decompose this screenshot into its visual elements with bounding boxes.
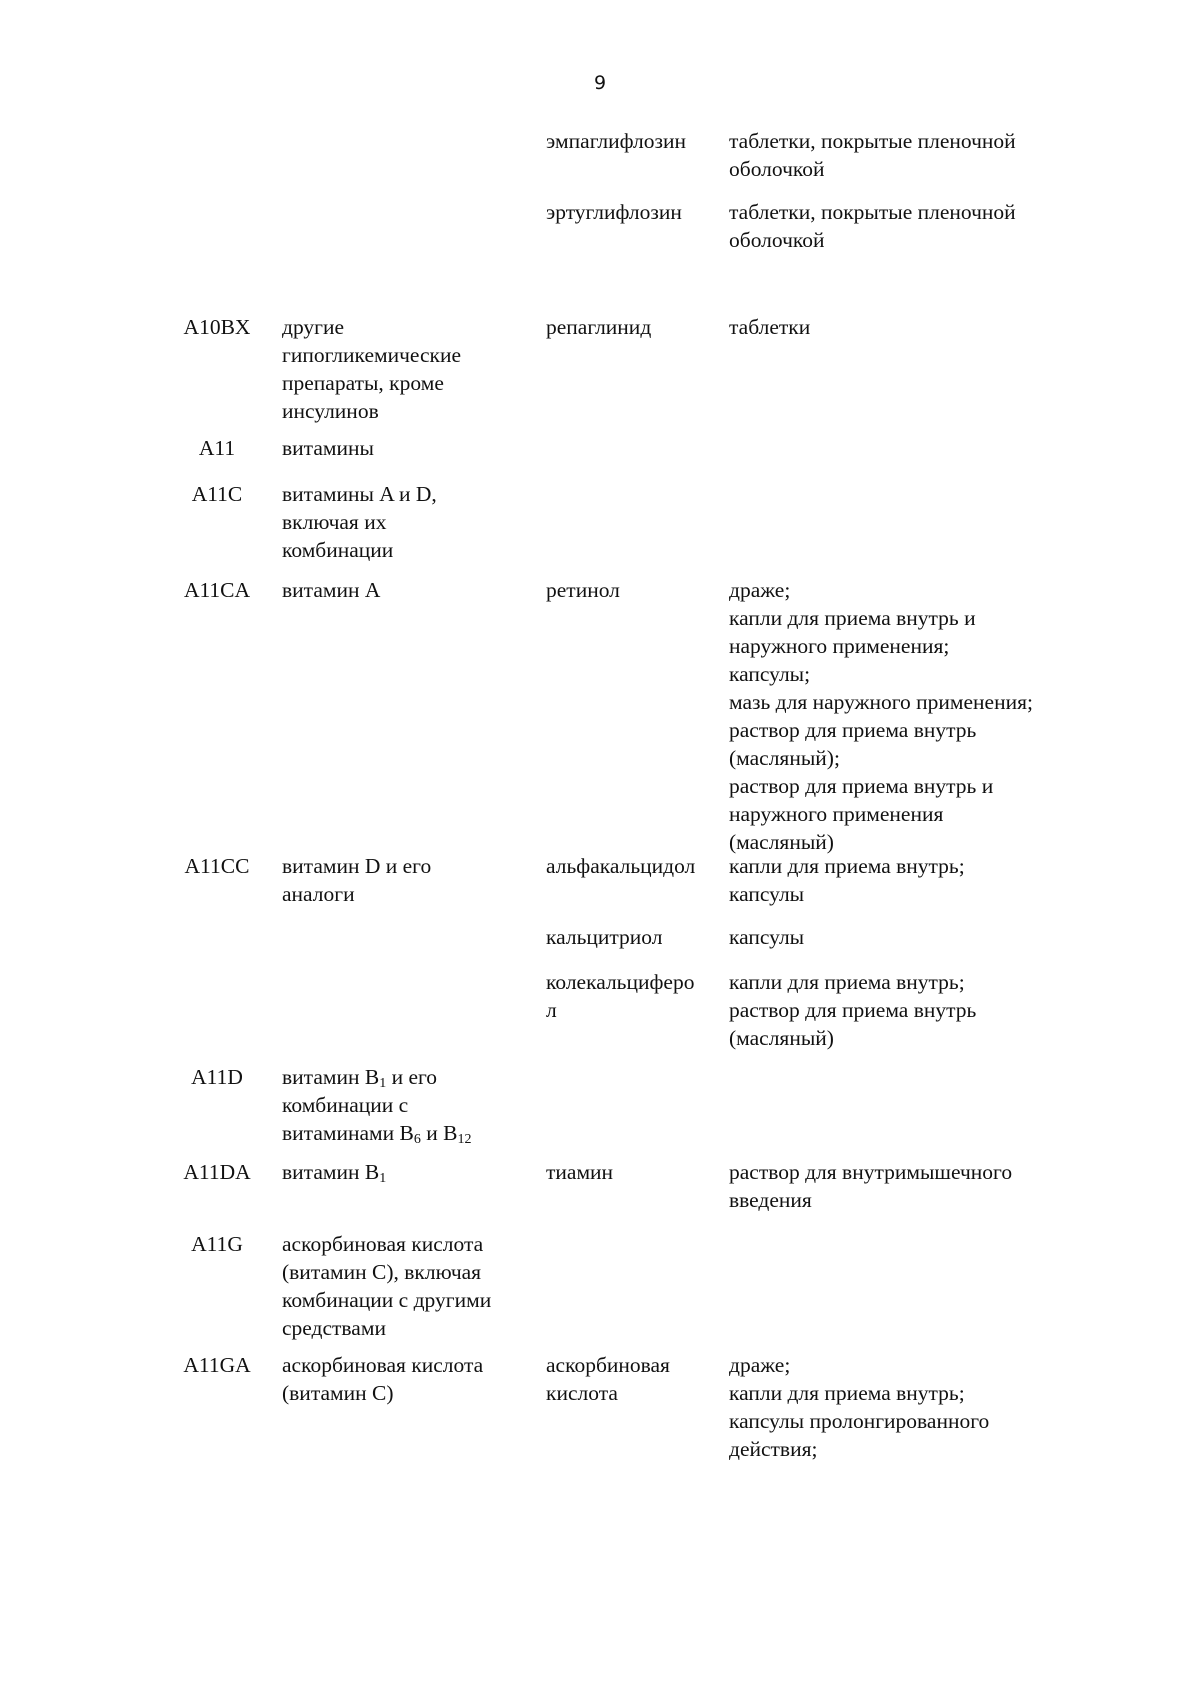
drug-name xyxy=(546,968,726,1024)
anatomical-therapeutic-group-line: комбинации с xyxy=(282,1093,409,1117)
anatomical-therapeutic-group-line: витамин D и его xyxy=(282,854,432,878)
dosage-forms-line: капсулы xyxy=(729,925,805,949)
dosage-forms-line: раствор для внутримышечного xyxy=(729,1160,1013,1184)
dosage-forms xyxy=(729,852,1089,908)
anatomical-therapeutic-group xyxy=(282,1351,522,1407)
dosage-forms-line: оболочкой xyxy=(729,228,825,252)
atc-code-text: A11GA xyxy=(183,1353,251,1377)
atc-code xyxy=(172,1063,262,1091)
atc-code-text: A11CA xyxy=(183,578,251,602)
dosage-forms-line: капсулы; xyxy=(729,662,811,686)
dosage-forms-line: действия; xyxy=(729,1437,818,1461)
anatomical-therapeutic-group-line: препараты, кроме xyxy=(282,371,444,395)
drug-name-line: аскорбиновая xyxy=(546,1353,670,1377)
drug-name-line: тиамин xyxy=(546,1160,614,1184)
anatomical-therapeutic-group-line: аскорбиновая кислота xyxy=(282,1232,484,1256)
subscript: 1 xyxy=(379,1171,387,1186)
dosage-forms-line: раствор для приема внутрь и xyxy=(729,774,994,798)
dosage-forms-line: драже; xyxy=(729,578,791,602)
drug-name-line: эртуглифлозин xyxy=(546,200,682,224)
dosage-forms-line: таблетки, покрытые пленочной xyxy=(729,200,1016,224)
anatomical-therapeutic-group-line: витамин $B_1$ xyxy=(282,1160,387,1186)
dosage-forms-line: драже; xyxy=(729,1353,791,1377)
drug-name-line: репаглинид xyxy=(546,315,652,339)
atc-code xyxy=(172,852,262,880)
drug-name xyxy=(546,1351,726,1407)
dosage-forms-line: мазь для наружного применения; xyxy=(729,690,1033,714)
dosage-forms xyxy=(729,576,1089,856)
anatomical-therapeutic-group-line: витамин $B_1$ и его xyxy=(282,1065,438,1091)
anatomical-therapeutic-group-line: витаминами $B_6$ и $B_{12}$ xyxy=(282,1121,472,1147)
drug-name xyxy=(546,127,726,155)
anatomical-therapeutic-group-line: другие xyxy=(282,315,345,339)
anatomical-therapeutic-group-line: аналоги xyxy=(282,882,355,906)
dosage-forms xyxy=(729,1351,1089,1463)
anatomical-therapeutic-group xyxy=(282,852,522,908)
atc-code xyxy=(172,1158,262,1186)
dosage-forms-line: наружного применения xyxy=(729,802,944,826)
drug-name-line: кислота xyxy=(546,1381,618,1405)
drug-name xyxy=(546,852,726,880)
atc-code-text: A11DA xyxy=(183,1160,251,1184)
atc-code-text: A11 xyxy=(198,436,236,460)
dosage-forms-line: капсулы пролонгированного xyxy=(729,1409,990,1433)
anatomical-therapeutic-group-line: витамины A и D, xyxy=(282,482,437,506)
anatomical-therapeutic-group-line: аскорбиновая кислота xyxy=(282,1353,484,1377)
dosage-forms-line: (масляный); xyxy=(729,746,840,770)
anatomical-therapeutic-group-line: комбинации с другими xyxy=(282,1288,492,1312)
dosage-forms xyxy=(729,127,1089,183)
dosage-forms-line: (масляный) xyxy=(729,830,834,854)
dosage-forms-line: раствор для приема внутрь xyxy=(729,998,977,1022)
drug-name-line: кальцитриол xyxy=(546,925,663,949)
dosage-forms-line: таблетки, покрытые пленочной xyxy=(729,129,1016,153)
drug-name-line: альфакальцидол xyxy=(546,854,696,878)
dosage-forms-line: наружного применения; xyxy=(729,634,950,658)
dosage-forms-line: оболочкой xyxy=(729,157,825,181)
dosage-forms xyxy=(729,968,1089,1052)
dosage-forms xyxy=(729,1158,1089,1214)
subscript: 12 xyxy=(457,1132,472,1147)
atc-code-text: A10BX xyxy=(183,315,251,339)
dosage-forms-line: капли для приема внутрь и xyxy=(729,606,976,630)
anatomical-therapeutic-group xyxy=(282,313,522,425)
atc-code-text: A11D xyxy=(191,1065,243,1089)
dosage-forms-line: капли для приема внутрь; xyxy=(729,854,965,878)
drug-name-line: эмпаглифлозин xyxy=(546,129,687,153)
anatomical-therapeutic-group xyxy=(282,434,522,462)
anatomical-therapeutic-group-line: инсулинов xyxy=(282,399,379,423)
atc-code xyxy=(172,434,262,462)
atc-code-text: A11CC xyxy=(184,854,250,878)
anatomical-therapeutic-group xyxy=(282,576,522,604)
atc-code xyxy=(172,313,262,341)
dosage-forms-line: введения xyxy=(729,1188,812,1212)
dosage-forms-line: капсулы xyxy=(729,882,805,906)
anatomical-therapeutic-group-line: витамины xyxy=(282,436,374,460)
atc-code xyxy=(172,480,262,508)
anatomical-therapeutic-group-line: гипогликемические xyxy=(282,343,462,367)
drug-name-line: колекальциферо xyxy=(546,970,695,994)
atc-code xyxy=(172,576,262,604)
dosage-forms-line: капли для приема внутрь; xyxy=(729,1381,965,1405)
subscript: 1 xyxy=(379,1076,387,1091)
anatomical-therapeutic-group-line: (витамин C), включая xyxy=(282,1260,482,1284)
drug-name xyxy=(546,313,726,341)
drug-name xyxy=(546,198,726,226)
dosage-forms xyxy=(729,198,1089,254)
dosage-forms xyxy=(729,313,1089,341)
anatomical-therapeutic-group-line: (витамин C) xyxy=(282,1381,394,1405)
atc-code-text: A11C xyxy=(191,482,243,506)
dosage-forms-line: капли для приема внутрь; xyxy=(729,970,965,994)
anatomical-therapeutic-group xyxy=(282,1158,522,1186)
anatomical-therapeutic-group xyxy=(282,480,522,564)
anatomical-therapeutic-group xyxy=(282,1230,522,1342)
page-number: 9 xyxy=(593,72,607,94)
drug-name xyxy=(546,576,726,604)
dosage-forms-line: таблетки xyxy=(729,315,811,339)
drug-name-line: ретинол xyxy=(546,578,620,602)
anatomical-therapeutic-group-line: витамин A xyxy=(282,578,381,602)
drug-name xyxy=(546,923,726,951)
anatomical-therapeutic-group-line: включая их xyxy=(282,510,387,534)
atc-code xyxy=(172,1230,262,1258)
anatomical-therapeutic-group xyxy=(282,1063,522,1147)
drug-name-line: л xyxy=(546,998,557,1022)
anatomical-therapeutic-group-line: комбинации xyxy=(282,538,394,562)
anatomical-therapeutic-group-line: средствами xyxy=(282,1316,386,1340)
dosage-forms-line: раствор для приема внутрь xyxy=(729,718,977,742)
atc-code-text: A11G xyxy=(191,1232,243,1256)
dosage-forms xyxy=(729,923,1089,951)
dosage-forms-line: (масляный) xyxy=(729,1026,834,1050)
drug-name xyxy=(546,1158,726,1186)
atc-code xyxy=(172,1351,262,1379)
subscript: 6 xyxy=(413,1132,421,1147)
